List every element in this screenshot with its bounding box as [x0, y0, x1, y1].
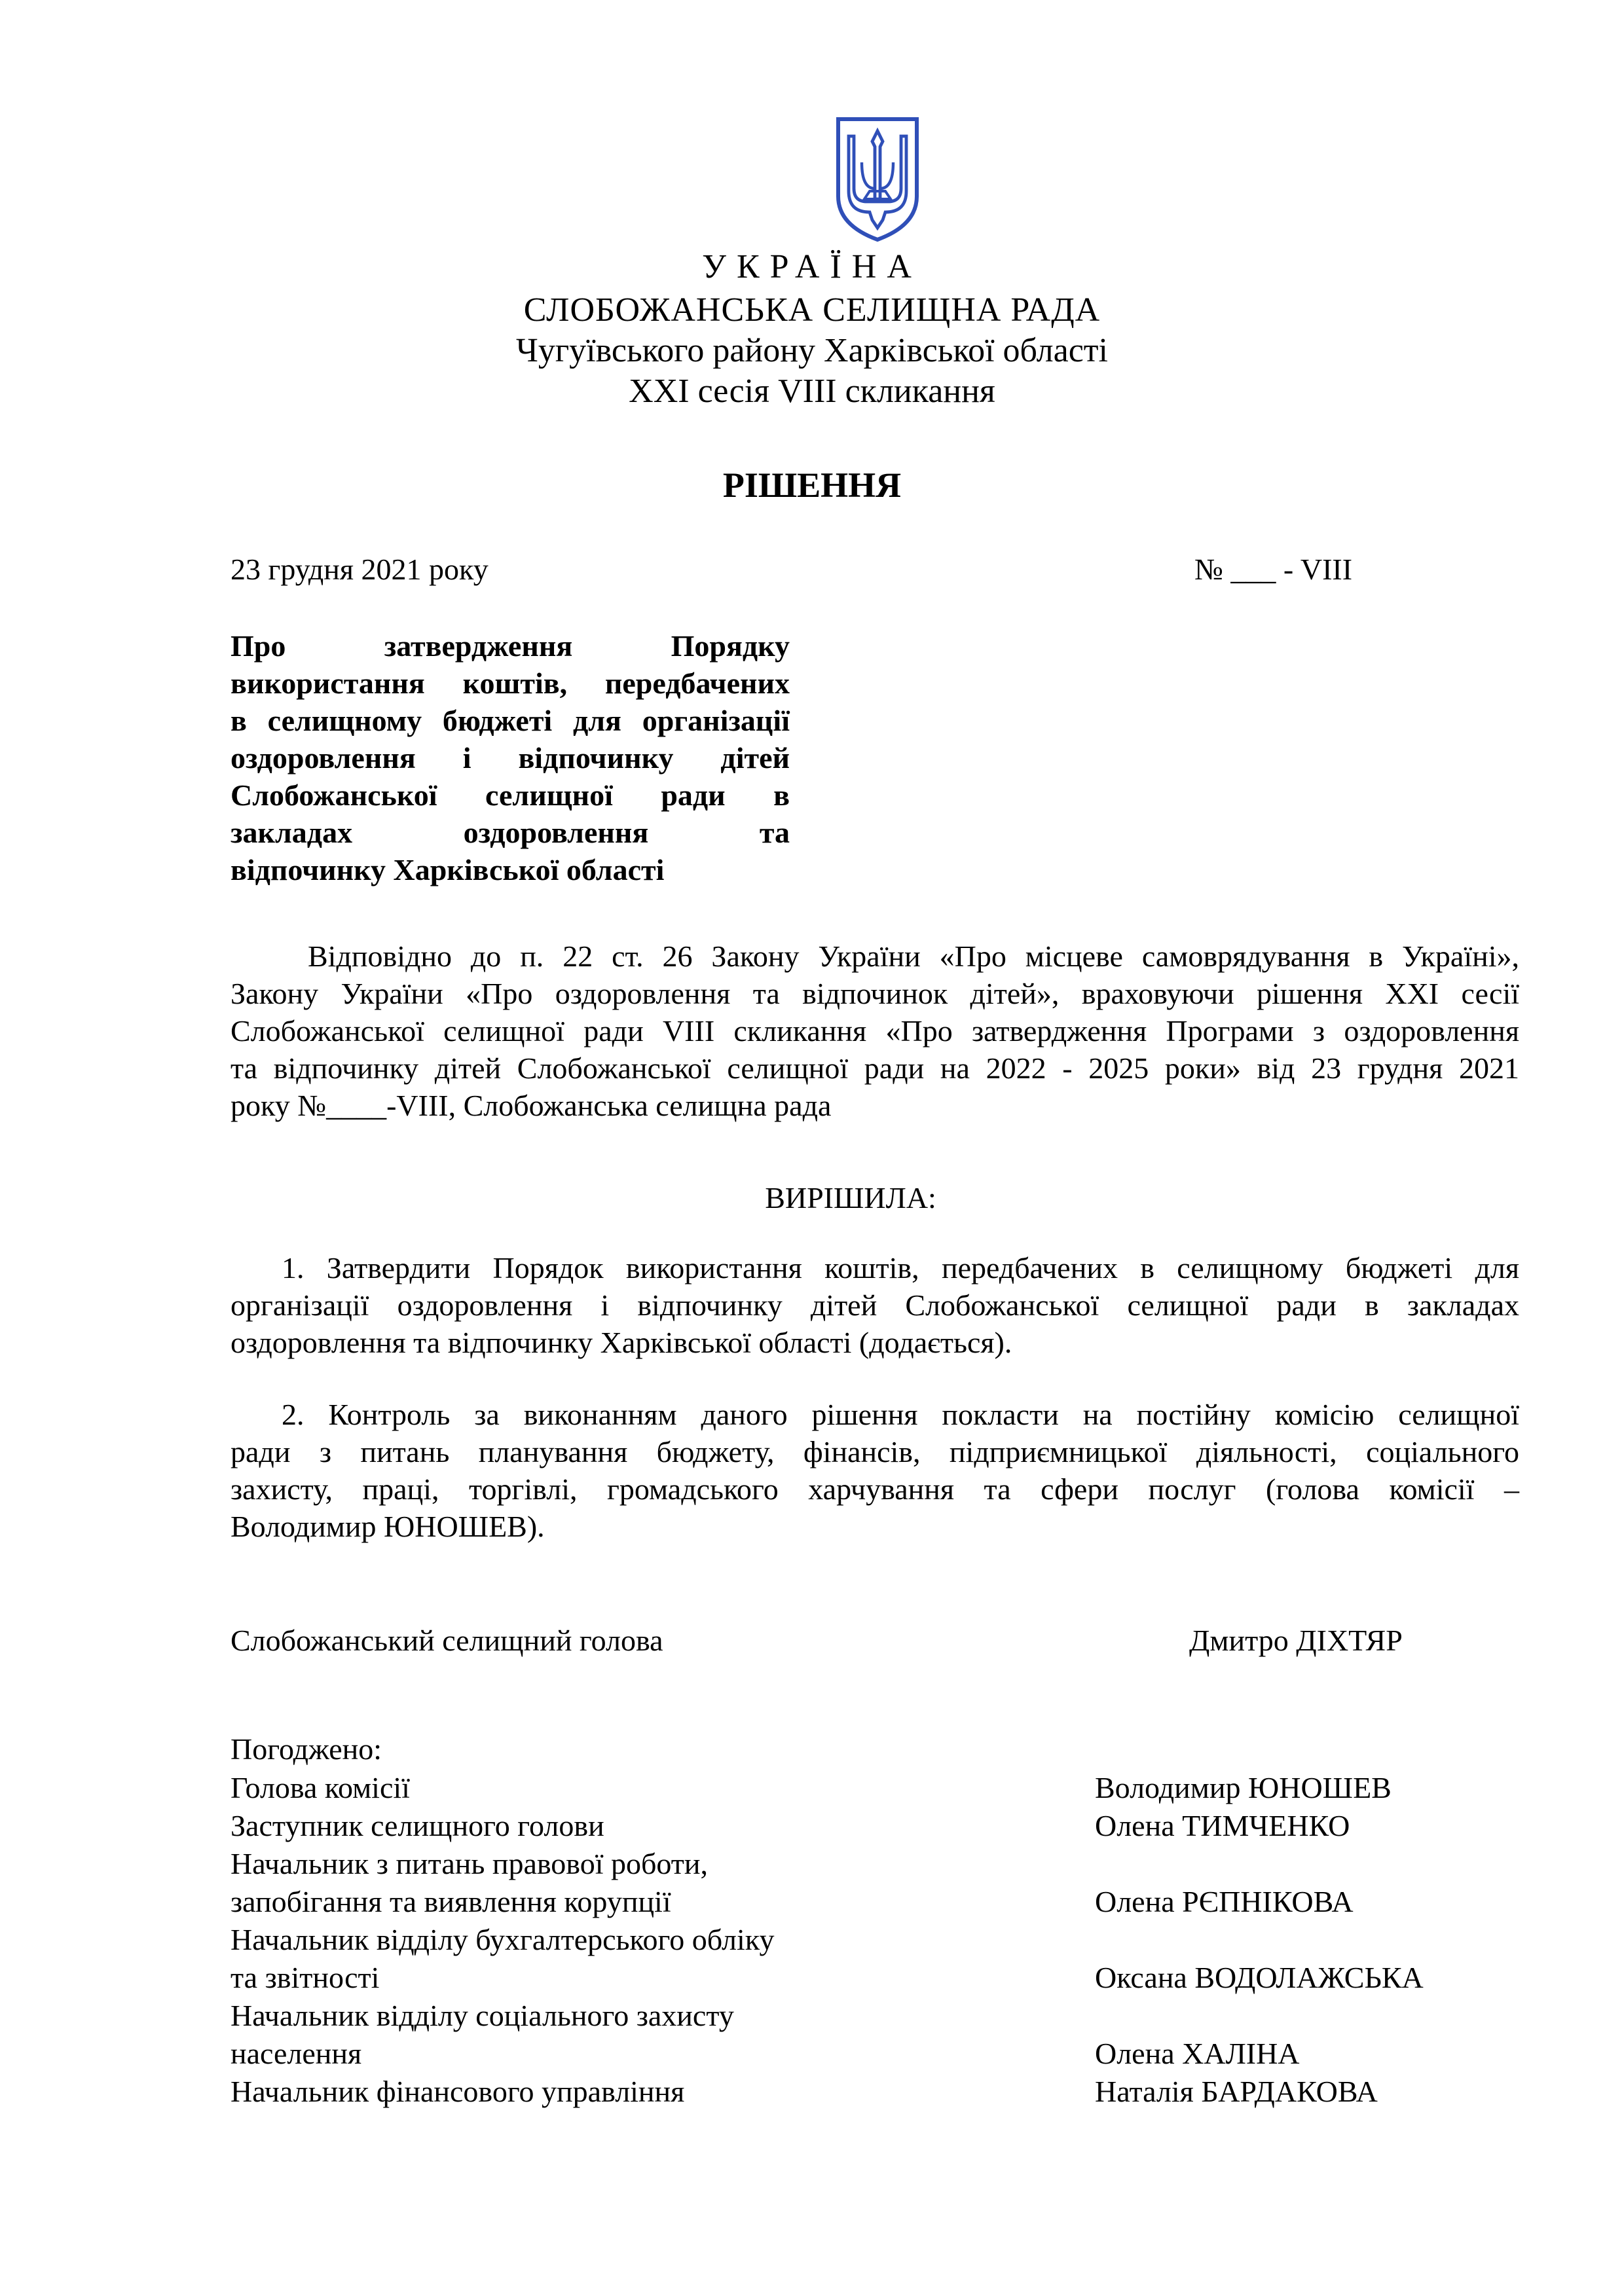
signature-name: Дмитро ДІХТЯР	[1189, 1624, 1403, 1657]
item-line: 2. Контроль за виконанням даного рішення покласти на постійну комісію селищної	[282, 1398, 1519, 1431]
approval-name: Володимир ЮНОШЕВ	[1095, 1771, 1392, 1804]
preamble-paragraph	[231, 938, 1519, 1124]
subject-line: відпочинку Харківської області	[231, 853, 665, 886]
preamble-line: Закону України «Про оздоровлення та відпочинок дітей», враховуючи рішення XXI сесії	[231, 977, 1519, 1010]
subject-line: використання коштів, передбачених	[231, 666, 790, 700]
approval-name: Олена ХАЛІНА	[1095, 2037, 1300, 2070]
signature-label: Слобожанський селищний голова	[231, 1624, 663, 1657]
approval-name: Олена ТИМЧЕНКО	[1095, 1809, 1350, 1842]
approval-position: Начальник з питань правової роботи, запобігання та виявлення корупції	[231, 1847, 708, 1918]
preamble-line: та відпочинку дітей Слобожанської селищної ради на 2022 - 2025 роки» від 23 грудня 2021	[231, 1051, 1519, 1085]
preamble-line: Слобожанської селищної ради VIII скликання «Про затвердження Програми з оздоровлення	[231, 1014, 1519, 1048]
approval-name: Олена РЄПНІКОВА	[1095, 1885, 1354, 1918]
coat-of-arms-trident-icon	[833, 115, 922, 244]
resolved-heading: ВИРІШИЛА:	[765, 1181, 936, 1214]
decision-subject	[231, 627, 790, 888]
approval-name: Оксана ВОДОЛАЖСЬКА	[1095, 1961, 1424, 1994]
header-district: Чугуївського району Харківської області	[516, 332, 1108, 369]
approved-label: Погоджено:	[231, 1732, 382, 1766]
decision-item-2	[231, 1396, 1519, 1545]
approval-position: Заступник селищного голови	[231, 1809, 604, 1842]
subject-line: Слобожанської селищної ради в	[231, 778, 790, 812]
item-line: організації оздоровлення і відпочинку дітей Слобожанської селищної ради в закладах	[231, 1288, 1519, 1322]
header-council: СЛОБОЖАНСЬКА СЕЛИЩНА РАДА	[523, 291, 1101, 329]
item-line: Володимир ЮНОШЕВ).	[231, 1510, 545, 1543]
item-line: оздоровлення та відпочинку Харківської області (додається).	[231, 1326, 1012, 1359]
header-session: XXI сесія VIII скликання	[629, 373, 995, 410]
preamble-line: року №____-VIII, Слобожанська селищна рада	[231, 1089, 832, 1122]
document-title: РІШЕННЯ	[722, 465, 902, 505]
item-line: 1. Затвердити Порядок використання коштів, передбачених в селищному бюджеті для	[282, 1251, 1519, 1285]
decision-item-1	[231, 1249, 1519, 1361]
header-country: УКРАЇНА	[702, 248, 922, 285]
subject-line: оздоровлення і відпочинку дітей	[231, 741, 790, 774]
approval-position: Начальник відділу бухгалтерського обліку та звітності	[231, 1923, 775, 1994]
approval-position: Начальник відділу соціального захисту населення	[231, 1999, 734, 2070]
decision-number: № ___ - VIII	[1194, 553, 1353, 586]
item-line: ради з питань планування бюджету, фінансів, підприємницької діяльності, соціального	[231, 1435, 1519, 1468]
approval-position: Начальник фінансового управління	[231, 2075, 685, 2108]
subject-line: Про затвердження Порядку	[231, 629, 790, 663]
decision-date: 23 грудня 2021 року	[231, 553, 489, 586]
subject-line: закладах оздоровлення та	[231, 816, 790, 849]
item-line: захисту, праці, торгівлі, громадського харчування та сфери послуг (голова комісії –	[231, 1472, 1519, 1506]
approval-name: Наталія БАРДАКОВА	[1095, 2075, 1378, 2108]
preamble-line: Відповідно до п. 22 ст. 26 Закону України «Про місцеве самоврядування в Україні»,	[308, 939, 1519, 973]
approval-position: Голова комісії	[231, 1771, 410, 1804]
subject-line: в селищному бюджеті для організації	[231, 704, 790, 737]
